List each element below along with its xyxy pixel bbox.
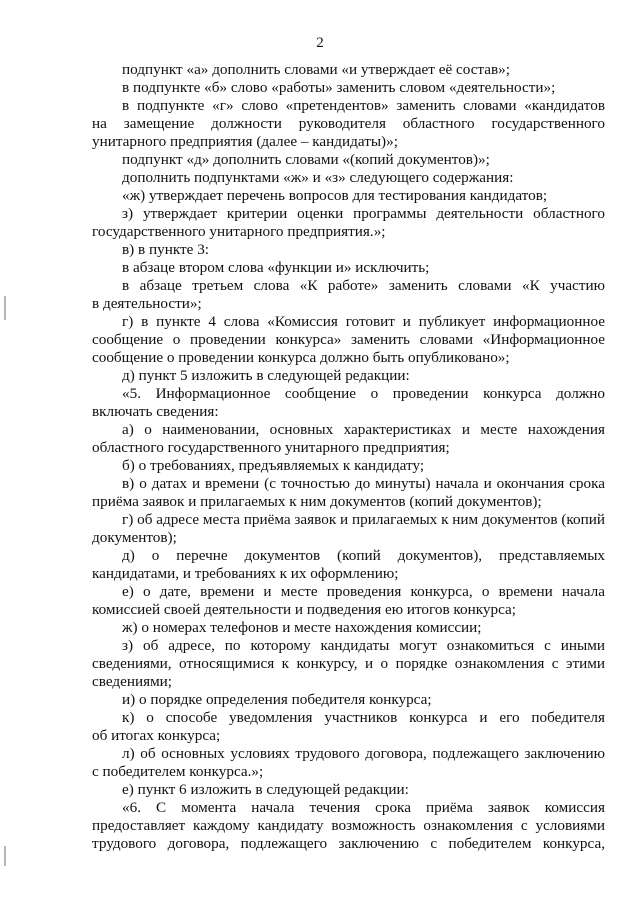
text-line: сведениями, относящимися к конкурсу, и о порядке ознакомления с этими: [92, 655, 605, 672]
text-line: подпункт «д» дополнить словами «(копий документов)»;: [122, 151, 490, 168]
text-line: на замещение должности руководителя областного государственного: [92, 115, 605, 132]
text-line: д) о перечне документов (копий документов), представляемых: [122, 547, 605, 564]
text-line: комиссией своей деятельности и подведения ею итогов конкурса;: [92, 601, 517, 618]
text-line: г) в пункте 4 слова «Комиссия готовит и публикует информационное: [122, 313, 605, 330]
text-line: е) пункт 6 изложить в следующей редакции:: [122, 781, 409, 798]
text-line: в абзаце третьем слова «К работе» заменить словами «К участию: [122, 277, 605, 294]
text-line: в подпункте «г» слово «претендентов» заменить словами «кандидатов: [122, 97, 605, 114]
scan-margin-mark: [4, 296, 6, 320]
text-line: б) о требованиях, предъявляемых к кандидату;: [122, 457, 425, 474]
text-line: «ж) утверждает перечень вопросов для тестирования кандидатов;: [122, 187, 548, 204]
text-line: «5. Информационное сообщение о проведении конкурса должно: [122, 385, 605, 402]
text-line: сообщение о проведении конкурса» заменить словами «Информационное: [92, 331, 605, 348]
text-line: г) об адресе места приёма заявок и прилагаемых к ним документов (копий: [122, 511, 605, 528]
text-line: з) об адресе, по которому кандидаты могут ознакомиться с иными: [122, 637, 605, 654]
scan-margin-mark: [4, 846, 6, 866]
text-line: областного государственного унитарного предприятия;: [92, 439, 450, 456]
text-line: дополнить подпунктами «ж» и «з» следующего содержания:: [122, 169, 514, 186]
text-line: «6. С момента начала течения срока приёма заявок комиссия: [122, 799, 605, 816]
text-line: с победителем конкурса.»;: [92, 763, 264, 780]
text-line: з) утверждает критерии оценки программы деятельности областного: [122, 205, 605, 222]
document-body: [92, 61, 605, 853]
text-line: сведениями;: [92, 673, 173, 690]
text-line: в) о датах и времени (с точностью до минуты) начала и окончания срока: [122, 475, 605, 492]
text-line: ж) о номерах телефонов и месте нахождения комиссии;: [122, 619, 482, 636]
text-line: документов);: [92, 529, 177, 546]
text-line: предоставляет каждому кандидату возможность ознакомления с условиями: [92, 817, 605, 834]
text-line: сообщение о проведении конкурса должно быть опубликовано»;: [92, 349, 510, 366]
text-line: а) о наименовании, основных характеристиках и месте нахождения: [122, 421, 605, 438]
text-line: приёма заявок и прилагаемых к ним документов (копий документов);: [92, 493, 542, 510]
text-line: в подпункте «б» слово «работы» заменить словом «деятельности»;: [122, 79, 556, 96]
text-line: унитарного предприятия (далее – кандидаты)»;: [92, 133, 398, 150]
text-line: е) о дате, времени и месте проведения конкурса, о времени начала: [122, 583, 605, 600]
text-line: в) в пункте 3:: [122, 241, 210, 258]
text-line: кандидатами, и требованиях к их оформлению;: [92, 565, 399, 582]
text-line: трудового договора, подлежащего заключению с победителем конкурса,: [92, 835, 605, 852]
text-line: об итогах конкурса;: [92, 727, 221, 744]
text-line: включать сведения:: [92, 403, 219, 420]
text-line: в деятельности»;: [92, 295, 202, 312]
text-line: подпункт «а» дополнить словами «и утверждает её состав»;: [122, 61, 510, 78]
text-line: и) о порядке определения победителя конкурса;: [122, 691, 432, 708]
text-line: государственного унитарного предприятия.»;: [92, 223, 386, 240]
text-line: л) об основных условиях трудового договора, подлежащего заключению: [122, 745, 605, 762]
page-number: 2: [316, 35, 324, 51]
text-line: д) пункт 5 изложить в следующей редакции:: [122, 367, 410, 384]
text-line: к) о способе уведомления участников конкурса и его победителя: [122, 709, 605, 726]
text-line: в абзаце втором слова «функции и» исключить;: [122, 259, 430, 276]
